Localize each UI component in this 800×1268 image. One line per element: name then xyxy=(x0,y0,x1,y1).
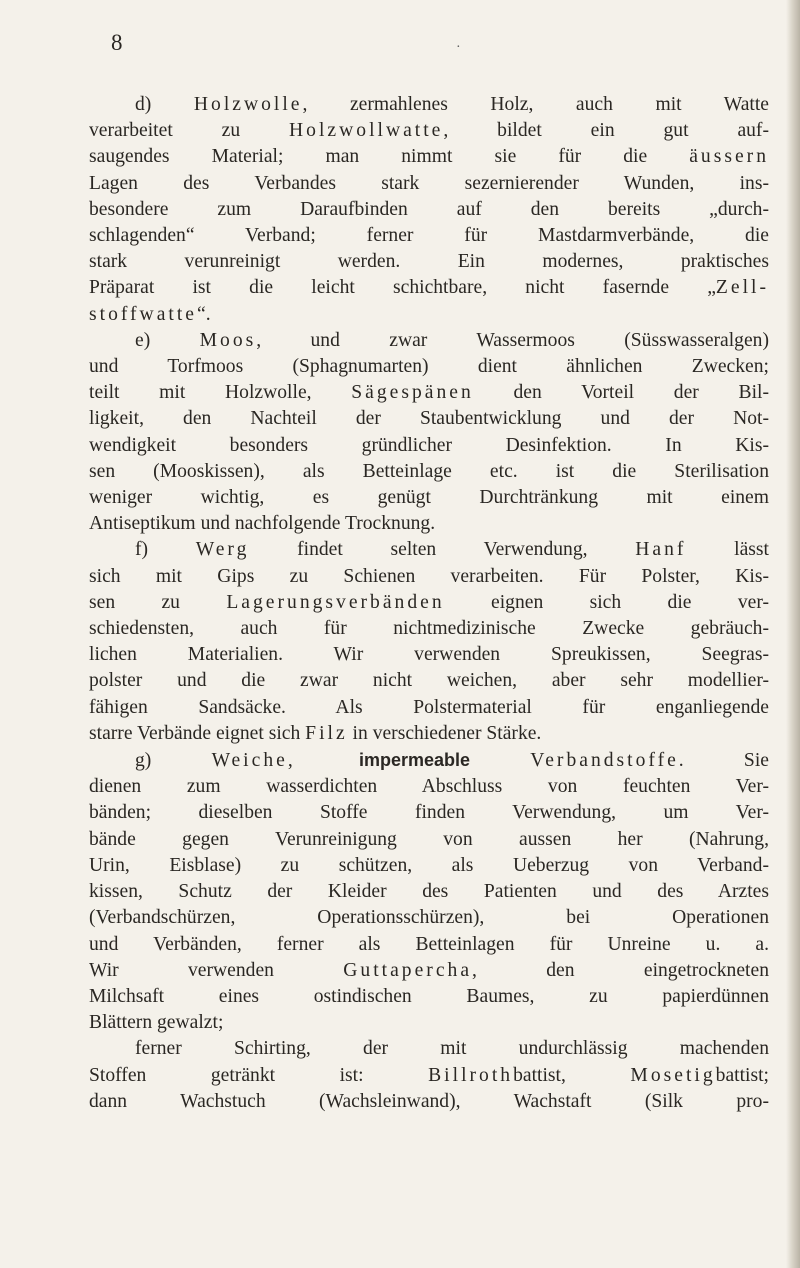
text-line xyxy=(89,223,769,249)
text-run: starre Verbände eignet sich xyxy=(89,722,306,744)
text-run: battist, xyxy=(513,1064,631,1086)
text-line xyxy=(89,590,769,616)
text-line xyxy=(89,537,769,563)
text-run: , bildet ein gut auf- xyxy=(443,120,769,142)
text-line xyxy=(89,853,769,879)
text-run: eignen sich die ver- xyxy=(444,591,769,613)
text-line xyxy=(89,1036,769,1062)
text-line xyxy=(89,459,769,485)
text-run: polster und die zwar nicht weichen, aber sehr modellier- xyxy=(89,670,769,692)
text-line xyxy=(89,249,769,275)
text-line xyxy=(89,642,769,668)
text-run: verarbeitet zu xyxy=(89,120,290,142)
spaced-word: Lagerungsverbänden xyxy=(226,591,445,613)
text-line xyxy=(89,774,769,800)
text-run: fähigen Sandsäcke. Als Polstermaterial für enganliegende xyxy=(89,696,769,718)
text-run: weniger wichtig, es genügt Durchtränkung mit einem xyxy=(89,487,769,509)
page-edge-shadow xyxy=(786,0,800,1268)
text-line xyxy=(89,932,769,958)
text-run: ligkeit, den Nachteil der Staubentwicklung und der Not- xyxy=(89,408,769,430)
text-run: d) xyxy=(135,94,194,115)
spaced-word: Mosetig xyxy=(630,1064,716,1086)
text-line xyxy=(89,380,769,406)
spaced-word: Holzwollwatte xyxy=(289,120,444,142)
text-run: Wir verwenden xyxy=(89,959,344,981)
text-run: kissen, Schutz der Kleider des Patienten und des Arztes xyxy=(89,881,769,903)
text-run: f) xyxy=(135,539,196,561)
text-line xyxy=(89,1089,769,1115)
text-run: (Verbandschürzen, Operationsschürzen), bei Operationen xyxy=(89,907,769,929)
spaced-word: äussern xyxy=(689,146,769,168)
text-run: stark verunreinigt werden. Ein modernes, praktisches xyxy=(89,251,769,273)
text-run: lässt xyxy=(686,539,769,561)
spaced-word: Billroth xyxy=(428,1064,514,1086)
text-run: dann Wachstuch (Wachsleinwand), Wachstaft (Silk pro- xyxy=(89,1090,769,1112)
text-line xyxy=(89,171,769,197)
text-run: saugendes Material; man nimmt sie für die xyxy=(89,146,690,168)
text-line xyxy=(89,905,769,931)
text-line xyxy=(89,747,769,774)
text-line xyxy=(89,800,769,826)
text-line xyxy=(89,511,769,537)
text-run: dienen zum wasserdichten Abschluss von feuchten Ver- xyxy=(89,776,769,798)
text-line xyxy=(89,328,769,354)
text-run: “. xyxy=(197,303,211,325)
text-run: bände gegen Verunreinigung von aussen her (Nahrung, xyxy=(89,828,769,850)
text-line xyxy=(89,118,769,144)
text-run: , zermahlenes Holz, auch mit Watte xyxy=(302,94,769,115)
text-run: bänden; dieselben Stoffe finden Verwendung, um Ver- xyxy=(89,802,769,824)
text-line xyxy=(89,406,769,432)
text-line xyxy=(89,695,769,721)
text-line xyxy=(89,144,769,170)
text-line xyxy=(89,433,769,459)
text-run: e) xyxy=(135,329,200,351)
spaced-word: Holzwolle xyxy=(193,94,303,115)
text-run: Blättern gewalzt; xyxy=(89,1012,224,1034)
text-line xyxy=(89,354,769,380)
text-run: in verschiedener Stärke. xyxy=(347,722,542,744)
text-run: sich mit Gips zu Schienen verarbeiten. Für Polster, Kis- xyxy=(89,565,769,587)
text-run: Präparat ist die leicht schichtbare, nicht fasernde „ xyxy=(89,277,716,299)
text-line xyxy=(89,1063,769,1089)
text-line xyxy=(89,564,769,590)
text-run: und Torfmoos (Sphagnumarten) dient ähnlichen Zwecken; xyxy=(89,356,769,378)
text-run: , und zwar Wassermoos (Süsswasseralgen) xyxy=(256,329,769,351)
spaced-word: Weiche, xyxy=(211,750,359,772)
spaced-word: Werg xyxy=(195,539,250,561)
text-line xyxy=(89,668,769,694)
text-run: Lagen des Verbandes stark sezernierender Wunden, ins- xyxy=(89,172,769,194)
spaced-word: Sägespänen xyxy=(351,382,474,404)
body-text xyxy=(89,92,769,1115)
page-number: 8 xyxy=(111,30,123,55)
text-run: battist; xyxy=(715,1064,769,1086)
text-line xyxy=(89,879,769,905)
text-run: sen (Mooskissen), als Betteinlage etc. ist die Sterilisation xyxy=(89,460,769,482)
bold-word: impermeable xyxy=(358,750,471,771)
spaced-word: Zell- xyxy=(715,277,769,299)
text-run: besondere zum Daraufbinden auf den bereits „durch- xyxy=(89,198,769,220)
print-mark: · xyxy=(456,40,461,55)
text-run: ferner Schirting, der mit undurchlässig machenden xyxy=(135,1038,769,1060)
spaced-word: stoffwatte xyxy=(89,303,197,325)
text-line xyxy=(89,827,769,853)
spaced-word: Filz xyxy=(305,722,348,744)
text-run: den Vorteil der Bil- xyxy=(473,382,769,404)
text-run: lichen Materialien. Wir verwenden Spreukissen, Seegras- xyxy=(89,644,769,666)
text-line xyxy=(89,275,769,301)
spaced-word: Moos xyxy=(199,329,257,351)
text-line xyxy=(89,616,769,642)
spaced-word: Verbandstoffe xyxy=(530,750,679,772)
spaced-word: Hanf xyxy=(635,539,687,561)
text-run: Milchsaft eines ostindischen Baumes, zu papierdünnen xyxy=(89,985,769,1007)
text-run: teilt mit Holzwolle, xyxy=(89,382,352,404)
text-line xyxy=(89,92,769,118)
text-run: und Verbänden, ferner als Betteinlagen für Unreine u. a. xyxy=(89,933,769,955)
text-line xyxy=(89,721,769,747)
text-run: sen zu xyxy=(89,591,227,613)
text-line xyxy=(89,485,769,511)
text-line xyxy=(89,197,769,223)
text-run: findet selten Verwendung, xyxy=(249,539,636,561)
text-run: schlagenden“ Verband; ferner für Mastdarmverbände, die xyxy=(89,225,769,247)
text-run: g) xyxy=(135,750,212,772)
text-line xyxy=(89,302,769,328)
text-line xyxy=(89,1010,769,1036)
text-line xyxy=(89,984,769,1010)
text-run: Stoffen getränkt ist: xyxy=(89,1064,429,1086)
text-run: wendigkeit besonders gründlicher Desinfektion. In Kis- xyxy=(89,434,769,456)
text-run: Urin, Eisblase) zu schützen, als Ueberzug von Verband- xyxy=(89,854,769,876)
text-run: schiedensten, auch für nichtmedizinische Zwecke gebräuch- xyxy=(89,618,769,640)
text-run: . Sie xyxy=(678,750,769,772)
text-run: Antiseptikum und nachfolgende Trocknung. xyxy=(89,513,436,535)
spaced-word: Guttapercha xyxy=(343,959,473,981)
text-line xyxy=(89,958,769,984)
text-run: , den eingetrockneten xyxy=(472,959,769,981)
text-run xyxy=(470,750,530,771)
